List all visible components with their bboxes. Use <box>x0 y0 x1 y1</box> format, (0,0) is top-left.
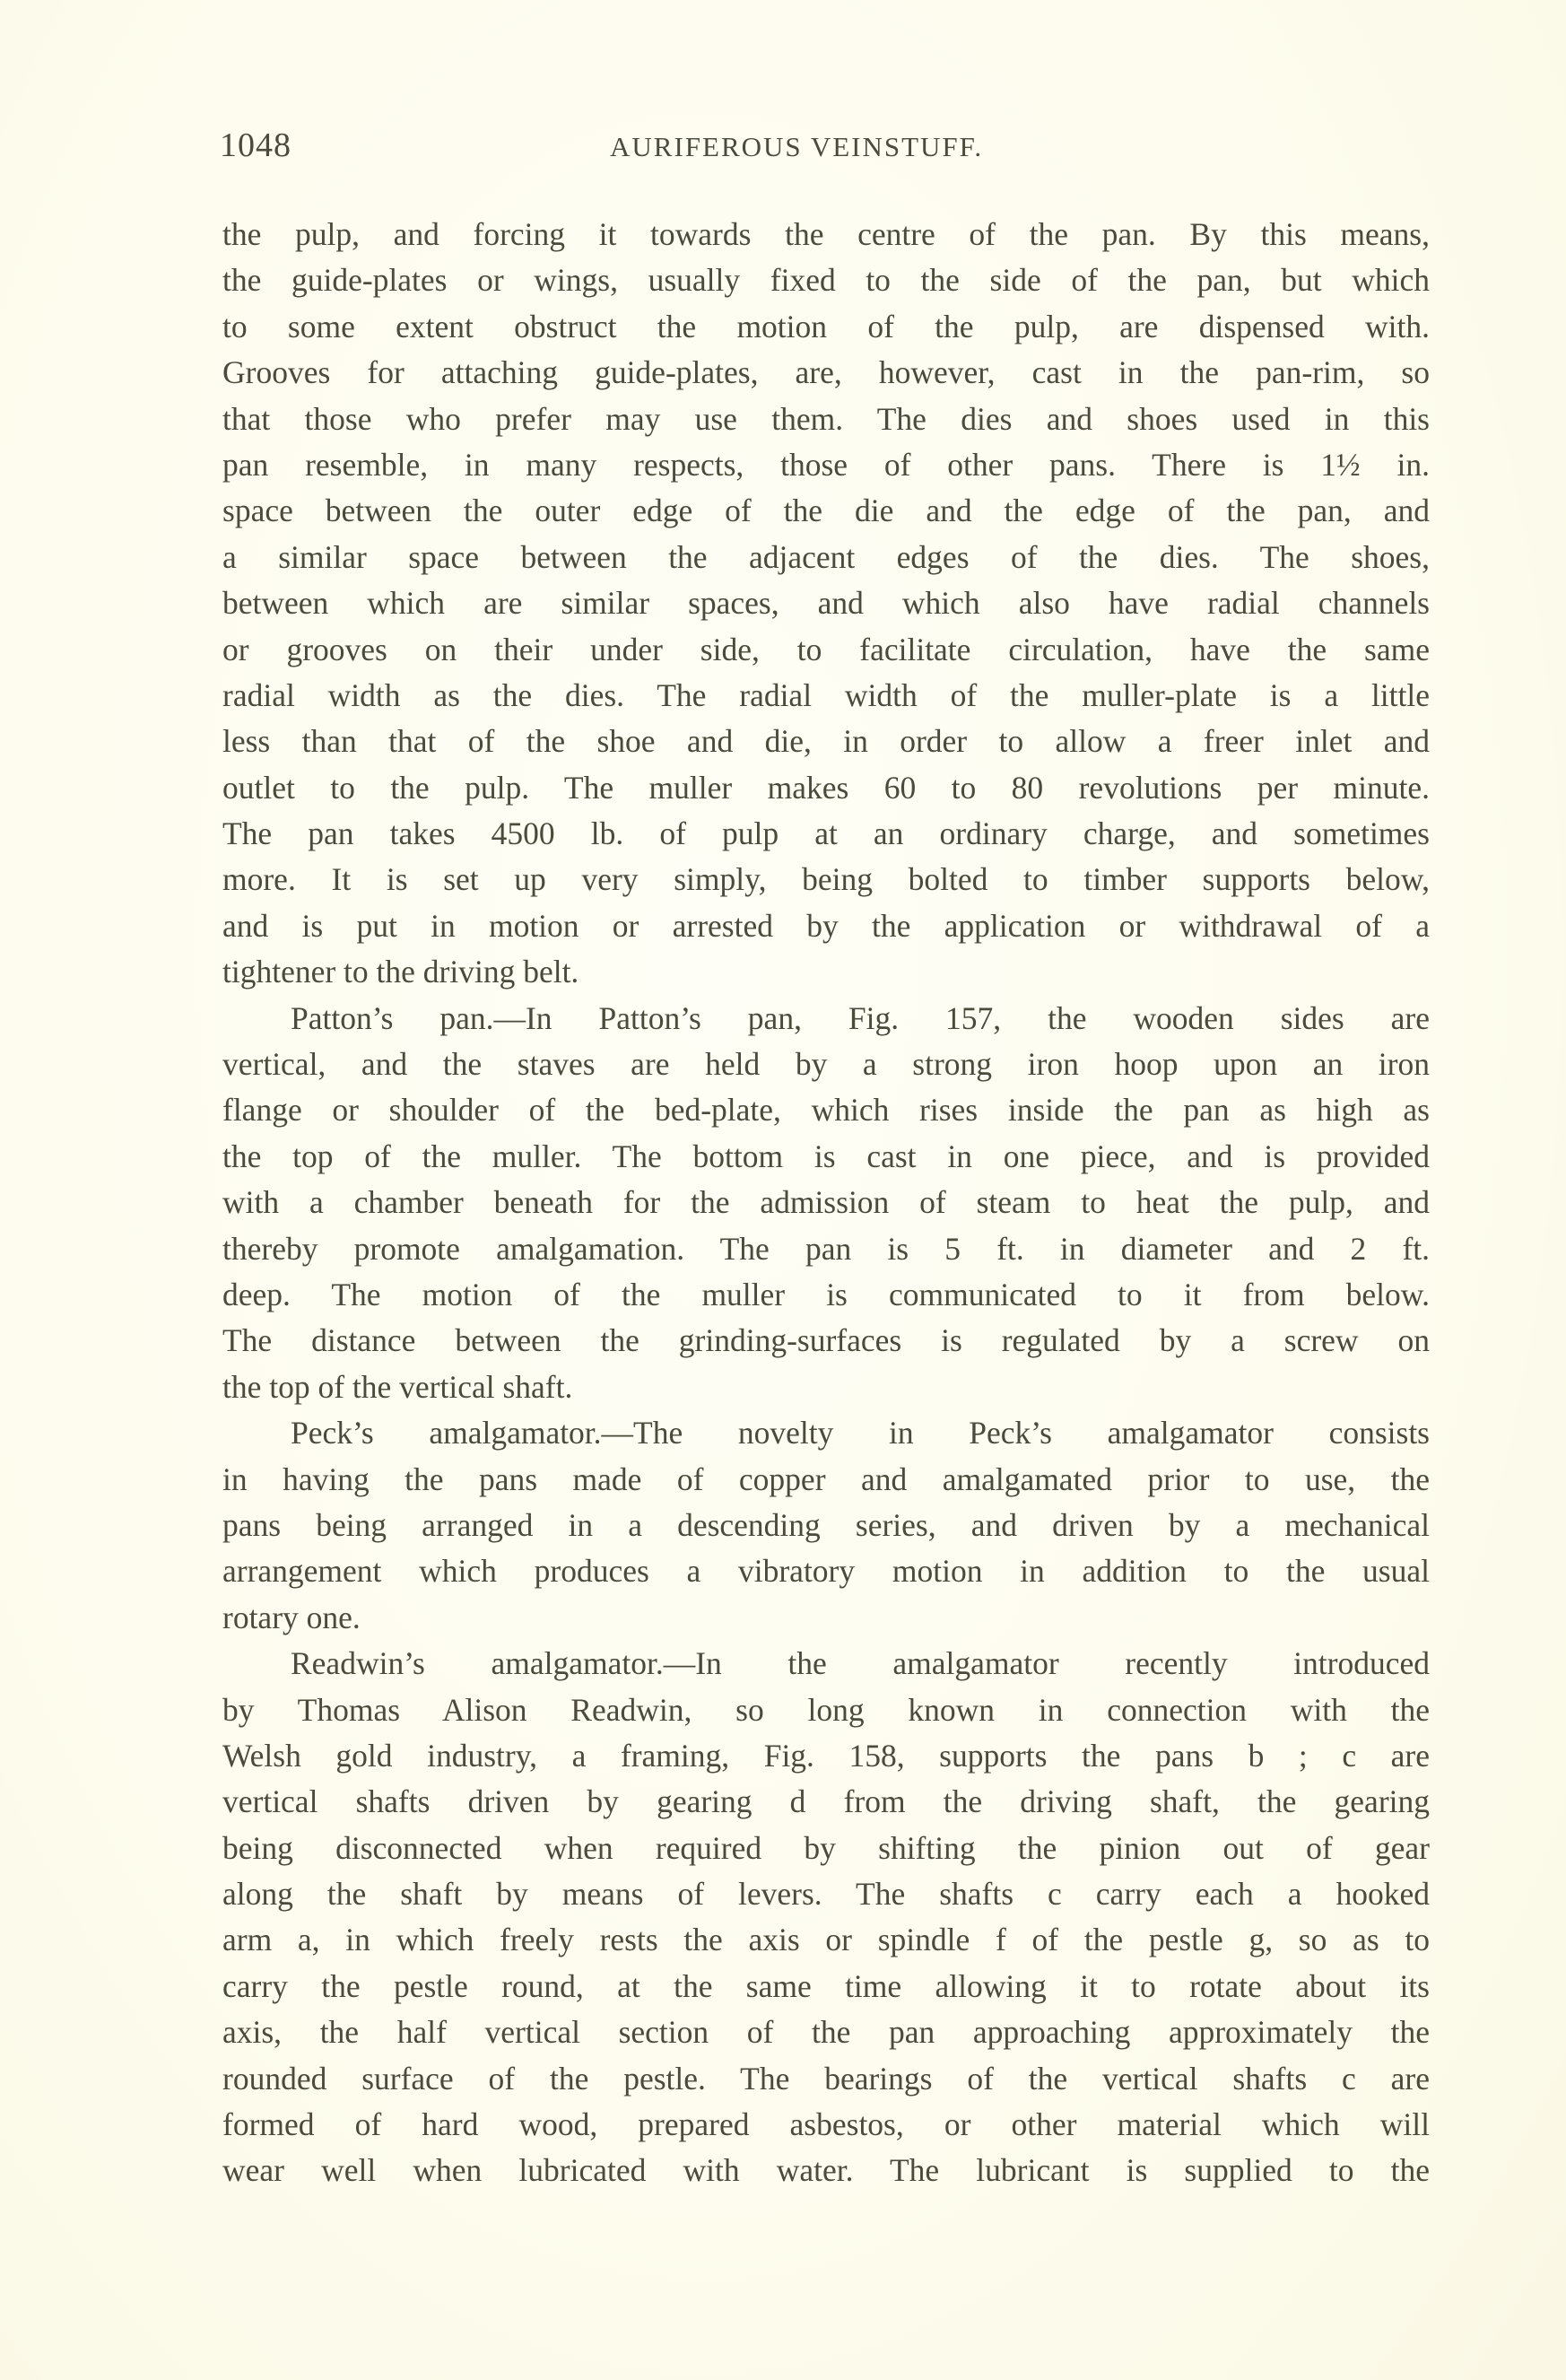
text-line: outlet to the pulp. The muller makes 60 to 80 revolutions per minute. <box>222 769 1430 806</box>
text-line: and is put in motion or arrested by the application or withdrawal of a <box>222 907 1430 944</box>
text-line: pan resemble, in many respects, those of other pans. There is 1½ in. <box>222 446 1430 483</box>
text-line: arrangement which produces a vibratory motion in addition to the usual <box>222 1553 1430 1590</box>
text-line: arm a, in which freely rests the axis or spindle f of the pestle g, so as to <box>222 1922 1430 1958</box>
text-line: vertical shafts driven by gearing d from the driving shaft, the gearing <box>222 1783 1430 1820</box>
text-line: rounded surface of the pestle. The bearings of the vertical shafts c are <box>222 2060 1430 2097</box>
text-line: the top of the muller. The bottom is cast in one piece, and is provided <box>222 1138 1430 1174</box>
text-line: rotary one. <box>222 1599 361 1635</box>
text-line: a similar space between the adjacent edges of the dies. The shoes, <box>222 538 1430 575</box>
text-line: The distance between the grinding-surfaces is regulated by a screw on <box>222 1322 1430 1359</box>
text-line: Welsh gold industry, a framing, Fig. 158, supports the pans b ; c are <box>222 1737 1430 1774</box>
text-line: Readwin’s amalgamator.—In the amalgamator recently introduced <box>291 1645 1430 1682</box>
text-line: in having the pans made of copper and amalgamated prior to use, the <box>222 1460 1430 1497</box>
text-line: carry the pestle round, at the same time allowing it to rotate about its <box>222 1967 1430 2004</box>
text-line: the top of the vertical shaft. <box>222 1368 573 1405</box>
running-title: AURIFEROUS VEINSTUFF. <box>610 131 984 162</box>
text-line: to some extent obstruct the motion of the pulp, are dispensed with. <box>222 308 1430 344</box>
text-line: the guide-plates or wings, usually fixed to the side of the pan, but which <box>222 262 1430 299</box>
text-line: tightener to the driving belt. <box>222 954 579 990</box>
paragraph-pattons-pan <box>222 996 1430 1411</box>
paragraph-continuation <box>222 212 1430 996</box>
text-line: thereby promote amalgamation. The pan is 5 ft. in diameter and 2 ft. <box>222 1230 1430 1267</box>
text-line: or grooves on their under side, to facilitate circulation, have the same <box>222 631 1430 667</box>
text-line: formed of hard wood, prepared asbestos, or other material which will <box>222 2106 1430 2143</box>
text-line: more. It is set up very simply, being bolted to timber supports below, <box>222 861 1430 898</box>
paragraph-pecks-amalgamator <box>222 1410 1430 1641</box>
text-line: Patton’s pan.—In Patton’s pan, Fig. 157, the wooden sides are <box>291 999 1430 1036</box>
text-line: axis, the half vertical section of the pan approaching approximately the <box>222 2014 1430 2051</box>
paragraph-readwins-amalgamator <box>222 1641 1430 2194</box>
text-line: radial width as the dies. The radial width of the muller-plate is a little <box>222 676 1430 713</box>
text-line: space between the outer edge of the die and the edge of the pan, and <box>222 493 1430 529</box>
text-line: by Thomas Alison Readwin, so long known in connection with the <box>222 1691 1430 1728</box>
text-line: The pan takes 4500 lb. of pulp at an ordinary charge, and sometimes <box>222 815 1430 852</box>
body-text <box>222 212 1430 2194</box>
text-line: vertical, and the staves are held by a strong iron hoop upon an iron <box>222 1046 1430 1083</box>
text-line: with a chamber beneath for the admission of steam to heat the pulp, and <box>222 1184 1430 1221</box>
text-line: that those who prefer may use them. The dies and shoes used in this <box>222 400 1430 437</box>
page-number: 1048 <box>220 126 291 164</box>
text-line: Grooves for attaching guide-plates, are, however, cast in the pan-rim, so <box>222 354 1430 391</box>
running-header <box>220 126 1431 170</box>
text-line: pans being arranged in a descending series, and driven by a mechanical <box>222 1506 1430 1543</box>
text-line: wear well when lubricated with water. The lubricant is supplied to the <box>222 2152 1430 2189</box>
text-line: between which are similar spaces, and which also have radial channels <box>222 585 1430 622</box>
text-line: less than that of the shoe and die, in order to allow a freer inlet and <box>222 723 1430 760</box>
text-line: deep. The motion of the muller is communicated to it from below. <box>222 1276 1430 1312</box>
text-line: along the shaft by means of levers. The shafts c carry each a hooked <box>222 1876 1430 1913</box>
text-line: Peck’s amalgamator.—The novelty in Peck’s amalgamator consists <box>291 1415 1430 1452</box>
text-line: the pulp, and forcing it towards the centre of the pan. By this means, <box>222 216 1430 252</box>
text-line: flange or shoulder of the bed-plate, which rises inside the pan as high as <box>222 1092 1430 1129</box>
text-line: being disconnected when required by shifting the pinion out of gear <box>222 1829 1430 1866</box>
